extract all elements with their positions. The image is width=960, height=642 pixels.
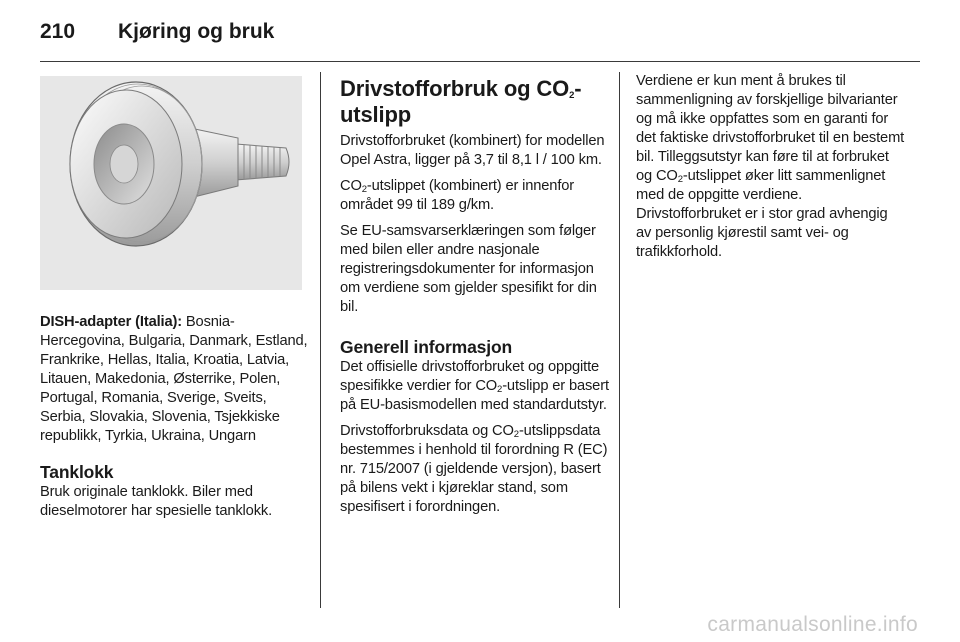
tanklokk-heading: Tanklokk (40, 462, 114, 482)
eu-declaration-paragraph: Se EU-samsvarserklæringen som følger med bilen eller andre nasjonale registreringsdokumenter for informasjon om verdiene som gjelder spesifikt for din bil. (340, 223, 597, 315)
column-right (636, 72, 906, 269)
column-divider (619, 72, 620, 608)
regulation-paragraph: Drivstofforbruksdata og $CO_2$-utslippsdata bestemmes i henhold til forordning R (EC) nr. 715/2007 (i gjeldende versjon), basert på bilens vekt i kjøreklar stand, som spesifisert i forordningen. (340, 423, 608, 515)
dish-adapter-countries: Bosnia-Hercegovina, Bulgaria, Danmark, Estland, Frankrike, Hellas, Italia, Kroatia, Latvia, Litauen, Makedonia, Østerrike, Polen, Portugal, Romania, Sverige, Sveits, Serbia, Slovakia, Slovenia, Tsjekkiske republikk, Tyrkia, Ukraina, Ungarn (40, 314, 308, 444)
values-disclaimer-paragraph: Verdiene er kun ment å brukes til sammenligning av forskjellige bilvarianter og må ikke oppfattes som en garanti for det faktiske drivstofforbruket til en bestemt bil. Tilleggsutstyr kan føre til at forbruket og $CO_2$-utslippet øker litt sammenlignet med de oppgitte verdiene. Drivstofforbruket er i stor grad avhengig av personlig kjørestil samt vei- og trafikkforhold. (636, 73, 905, 260)
header-rule (40, 61, 920, 62)
emission-paragraph: $CO_2$-utslippet (kombinert) er innenfor området 99 til 189 g/km. (340, 178, 575, 213)
section-heading-fuel-consumption: Drivstofforbruk og $CO_2$-utslipp (340, 76, 582, 127)
column-left (40, 72, 308, 528)
official-values-paragraph: Det offisielle drivstofforbruket og oppgitte spesifikke verdier for $CO_2$-utslipp er basert på EU-basismodellen med standardutstyr. (340, 359, 609, 413)
watermark: carmanualsonline.info (707, 613, 918, 636)
general-info-heading: Generell informasjon (340, 337, 513, 357)
tanklokk-paragraph: Bruk originale tanklokk. Biler med dieselmotorer har spesielle tanklokk. (40, 484, 273, 519)
page-heading: Kjøring og bruk (118, 20, 275, 43)
page-number: 210 (40, 20, 76, 43)
column-divider (320, 72, 321, 608)
consumption-paragraph: Drivstofforbruket (kombinert) for modellen Opel Astra, ligger på 3,7 til 8,1 l / 100 km. (340, 133, 605, 168)
column-middle (340, 72, 610, 524)
dish-adapter-paragraph (40, 313, 308, 446)
dish-adapter-label: DISH-adapter (Italia): (40, 314, 182, 330)
dish-adapter-illustration (40, 76, 302, 290)
